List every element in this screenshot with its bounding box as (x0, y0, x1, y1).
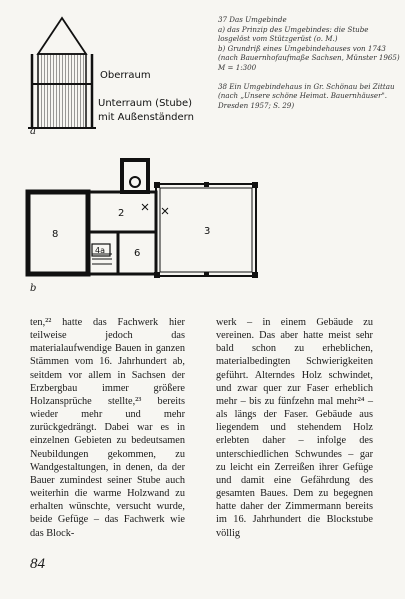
room-6-label: 6 (134, 248, 141, 259)
figure-b-floorplan (22, 152, 282, 302)
figure-b-label: b (30, 283, 37, 294)
body-column-right (216, 316, 373, 540)
room-4a-label: 4a (95, 246, 105, 255)
body-text-right: werk – in einem Gebäude zu vereinen. Das aber hatte meist sehr bald schon zu erheblichen, materialbedingten Schwierigkeiten geführt. Alterndes Holz schwindet, und zwar quer zur Faser erheblich mehr – bis zu fünfzehn mal mehr²⁴ – als längs der Faser. Gebäude aus liegendem und stehendem Holz erlebten daher – infolge des unterschiedlichen Schwundes – gar zu leicht ein Zerreißen ihrer Gefüge und damit eine Gefährdung des gesamten Baues. Dem zu begegnen hatte daher der Zimmermann bereits im 16. Jahrhundert die Blockstube völlig (216, 317, 373, 539)
body-column-left (30, 316, 185, 540)
room-3-label: 3 (204, 226, 211, 237)
figure-a-label: a (30, 126, 36, 137)
lower-room-label: Unterraum (Stube) (98, 98, 193, 109)
caption-37b: b) Grundriß eines Umgebindehauses von 1743 (nach Bauernhofaufmaße Sachsen, Münster 1965) M = 1:300 (218, 43, 400, 72)
caption-37a: a) das Prinzip des Umgebindes: die Stube losgelöst vom Stützgerüst (o. M.) (218, 24, 369, 44)
page-number: 84 (30, 556, 45, 572)
caption-37: 37 Das Umgebinde (218, 15, 287, 24)
room-8-label: 8 (52, 229, 59, 240)
upper-room-label: Oberraum (100, 70, 151, 81)
body-text-left: ten,²² hatte das Fachwerk hier teilweise jedoch das materialaufwendige Bauen in ganzen Stämmen vom 16. Jahrhundert ab, seitdem vor allem in Sachsen der Erzbergbau immer größere Holzansprüche stellte,²³ bereits wieder mehr und mehr zurückgedrängt. Dabei war es in einzelnen Gebieten zu bedeutsamen Neubildungen gekommen, zu Wandgestaltungen, in denen, da der Bauer zumindest seiner Stube auch weiterhin die warme Holzwand zu erhalten wünschte, versucht wurde, beide Gefüge – das Fachwerk wie das Block- (30, 317, 185, 539)
figure-a-drawing (26, 14, 216, 144)
caption-38: 38 Ein Umgebindehaus in Gr. Schönau bei Zittau (nach „Unsere schöne Heimat. Bauernhäuser". Dresden 1957; S. 29) (218, 81, 395, 110)
lower-room-label-2: mit Außenständern (98, 112, 194, 123)
figure-captions (218, 15, 400, 119)
room-2-label: 2 (118, 208, 125, 219)
